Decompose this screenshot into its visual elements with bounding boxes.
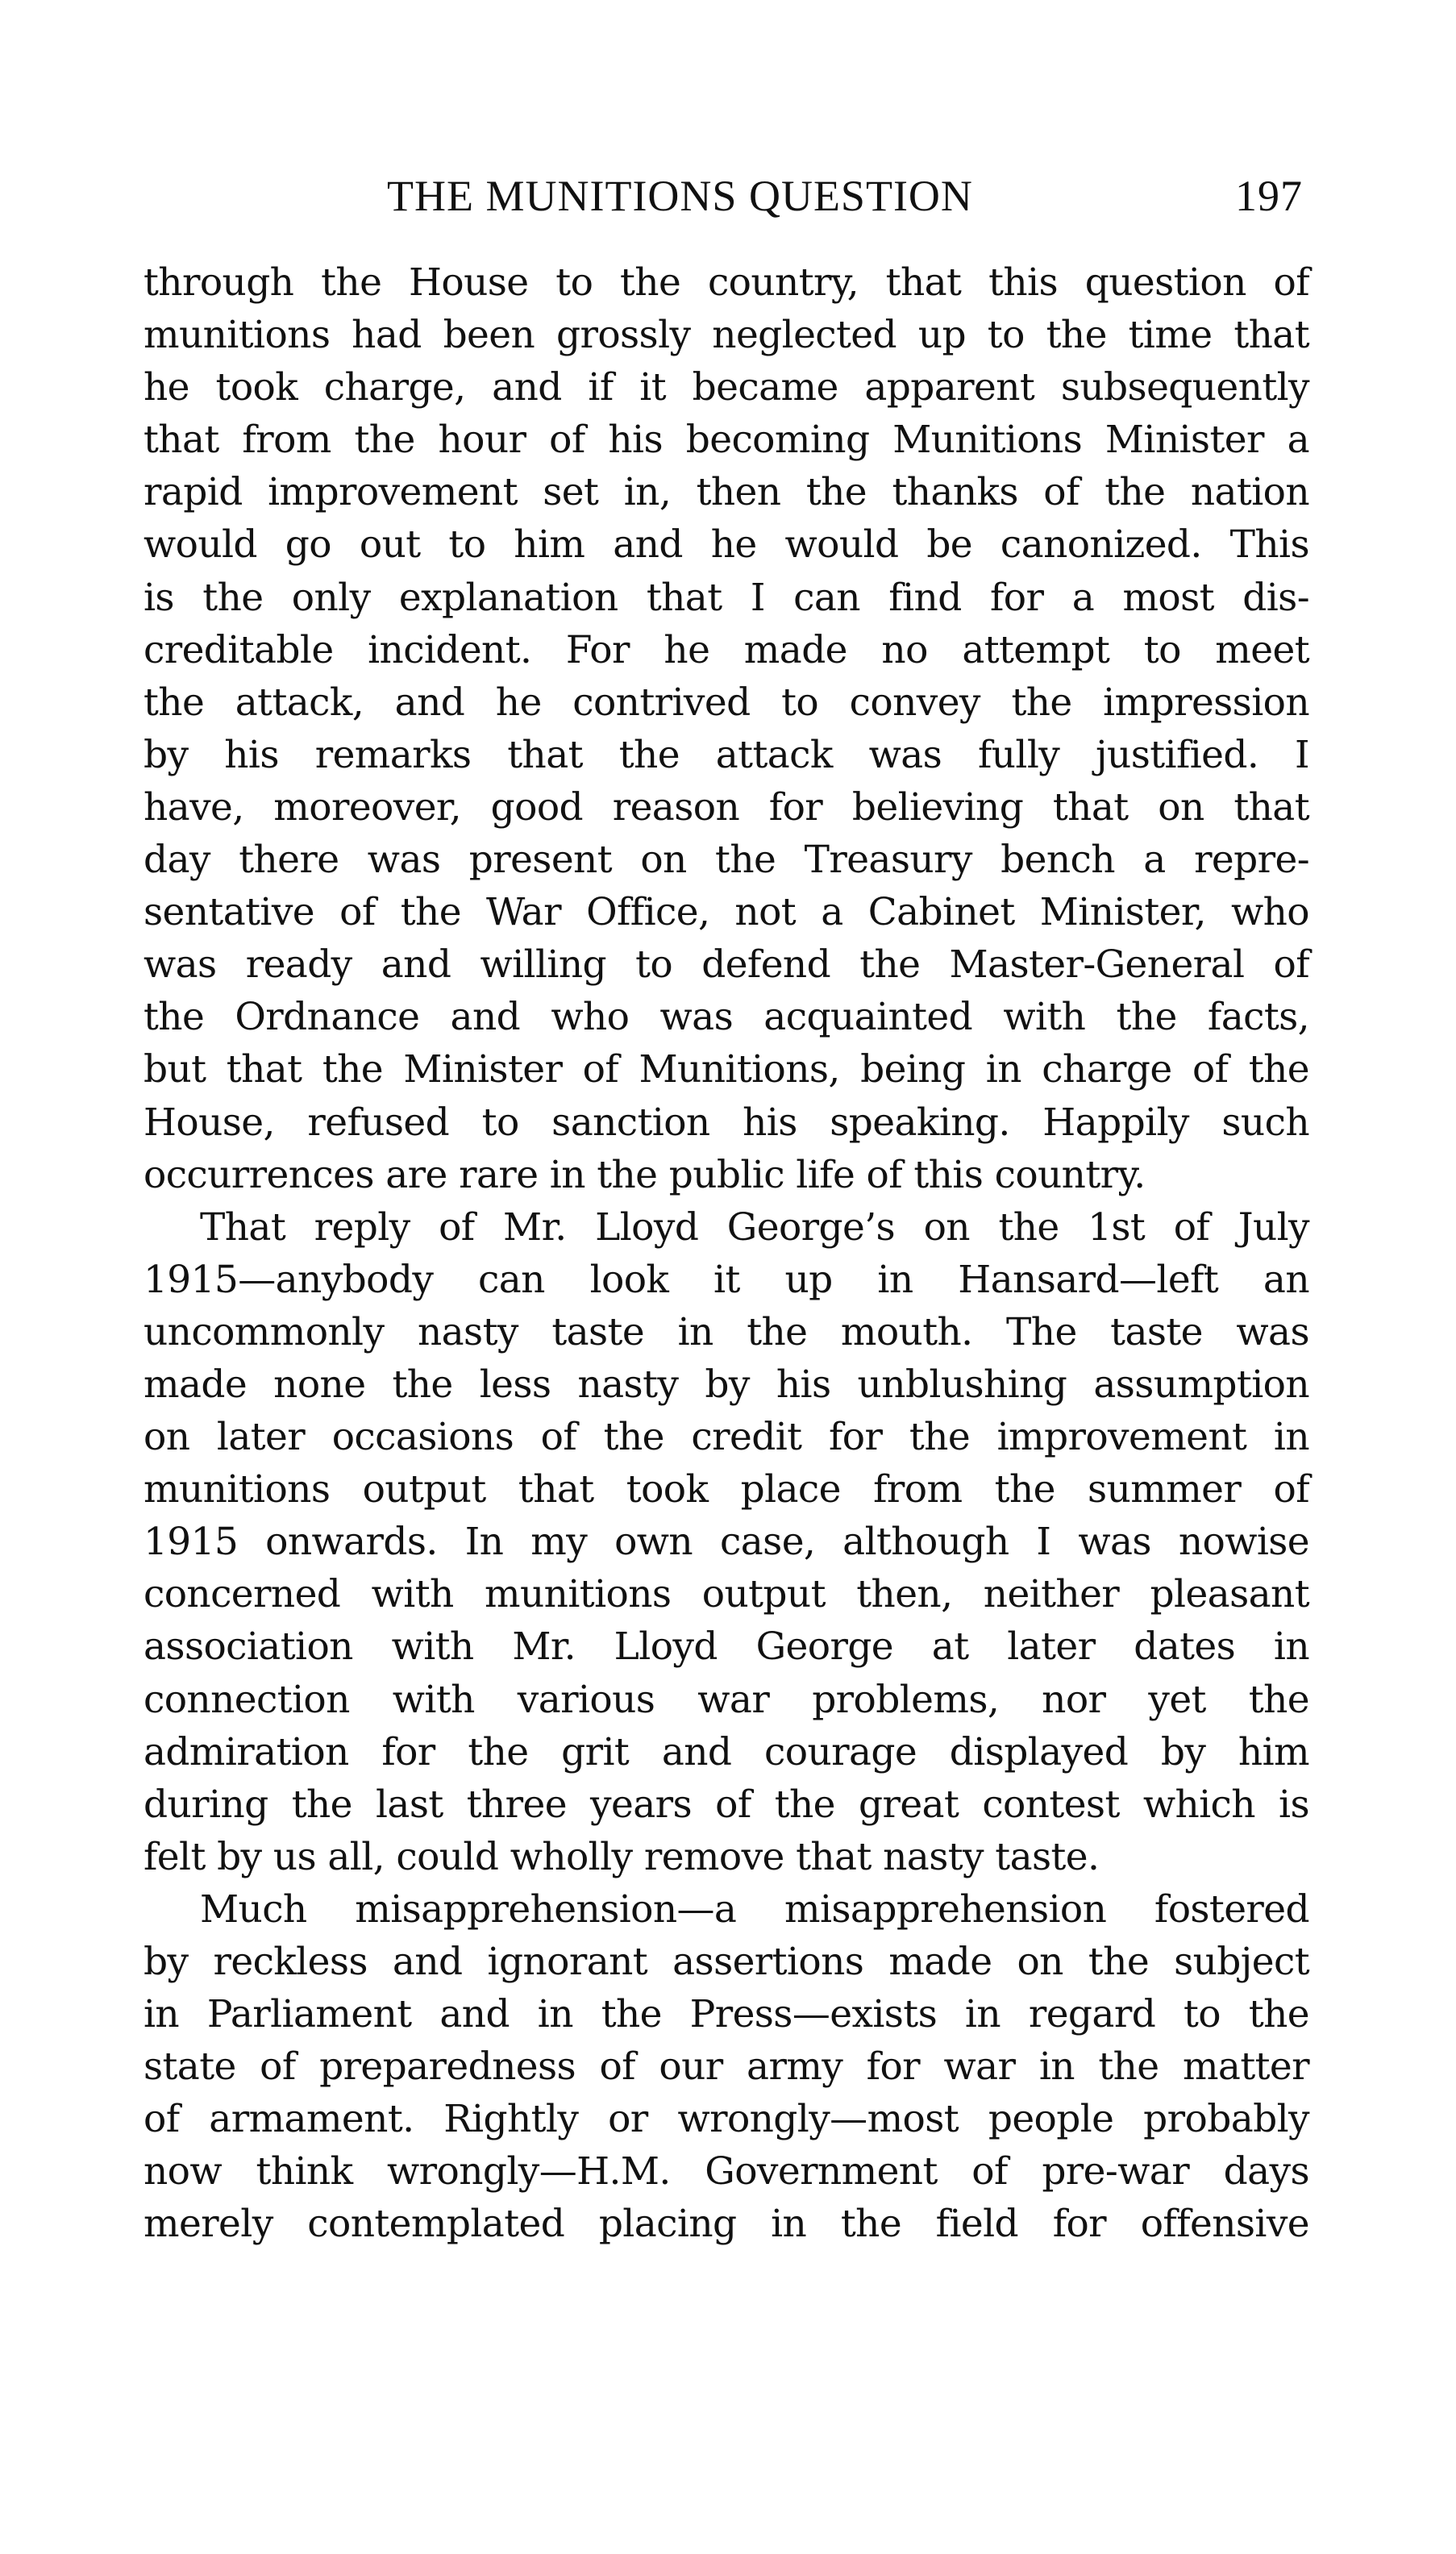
text-line: Much misapprehension—a misapprehension fostered [200, 1886, 1309, 1932]
text-line: state of preparedness of our army for war in the matter [144, 2044, 1309, 2090]
paragraph [144, 1201, 1309, 1883]
paragraph [144, 256, 1309, 1201]
text-line: was ready and willing to defend the Master-General of [144, 942, 1309, 988]
text-line: by reckless and ignorant assertions made on the subject [144, 1940, 1309, 1984]
text-line: he took charge, and if it became apparent subsequently [144, 365, 1309, 410]
text-line: that from the hour of his becoming Munitions Minister a [144, 418, 1309, 463]
text-line: would go out to him and he would be canonized. This [144, 522, 1309, 568]
text-line: rapid improvement set in, then the thanks of the nation [144, 470, 1309, 515]
text-line: day there was present on the Treasury bench a repre- [144, 838, 1309, 883]
page-number: 197 [1235, 172, 1303, 220]
text-line: in Parliament and in the Press—exists in regard to the [144, 1992, 1309, 2037]
text-line: That reply of Mr. Lloyd George’s on the 1st of July [200, 1204, 1309, 1250]
running-title: THE MUNITIONS QUESTION [387, 172, 973, 220]
text-line: uncommonly nasty taste in the mouth. The taste was [144, 1309, 1309, 1354]
text-line: the attack, and he contrived to convey the impression [144, 680, 1309, 725]
text-line: of armament. Rightly or wrongly—most people probably [144, 2097, 1309, 2142]
text-line: is the only explanation that I can find for a most dis- [144, 575, 1309, 620]
text-line: munitions had been grossly neglected up to the time that [144, 313, 1309, 358]
paragraph [144, 1883, 1309, 2251]
running-head [144, 171, 1309, 227]
text-line: creditable incident. For he made no attempt to meet [144, 627, 1309, 672]
text-line: 1915 onwards. In my own case, although I was nowise [144, 1520, 1309, 1565]
text-line: sentative of the War Office, not a Cabinet Minister, who [144, 890, 1309, 935]
text-line: merely contemplated placing in the field for offensive [144, 2202, 1309, 2247]
text-line: connection with various war problems, nor yet the [144, 1677, 1309, 1722]
text-line: felt by us all, could wholly remove that nasty taste. [144, 1834, 1100, 1879]
text-line: concerned with munitions output then, neither pleasant [144, 1572, 1309, 1617]
text-line: admiration for the grit and courage displayed by him [144, 1729, 1309, 1774]
text-line: made none the less nasty by his unblushing assumption [144, 1362, 1309, 1407]
text-line: munitions output that took place from the summer of [144, 1467, 1309, 1512]
text-line: through the House to the country, that this question of [144, 260, 1309, 305]
text-line: occurrences are rare in the public life of this country. [144, 1152, 1146, 1197]
text-line: on later occasions of the credit for the improvement in [144, 1415, 1309, 1460]
text-line: House, refused to sanction his speaking. Happily such [144, 1100, 1309, 1145]
text-line: the Ordnance and who was acquainted with the facts, [144, 995, 1309, 1040]
text-line: have, moreover, good reason for believing that on that [144, 784, 1309, 830]
text-line: 1915—anybody can look it up in Hansard—left an [144, 1257, 1309, 1302]
text-line: but that the Minister of Munitions, being in charge of the [144, 1047, 1309, 1092]
text-line: during the last three years of the great contest which is [144, 1782, 1309, 1827]
text-line: association with Mr. Lloyd George at later dates in [144, 1624, 1309, 1670]
text-line: now think wrongly—H.M. Government of pre-war days [144, 2149, 1309, 2194]
text-line: by his remarks that the attack was fully justified. I [144, 732, 1309, 777]
body-text [144, 256, 1309, 2251]
